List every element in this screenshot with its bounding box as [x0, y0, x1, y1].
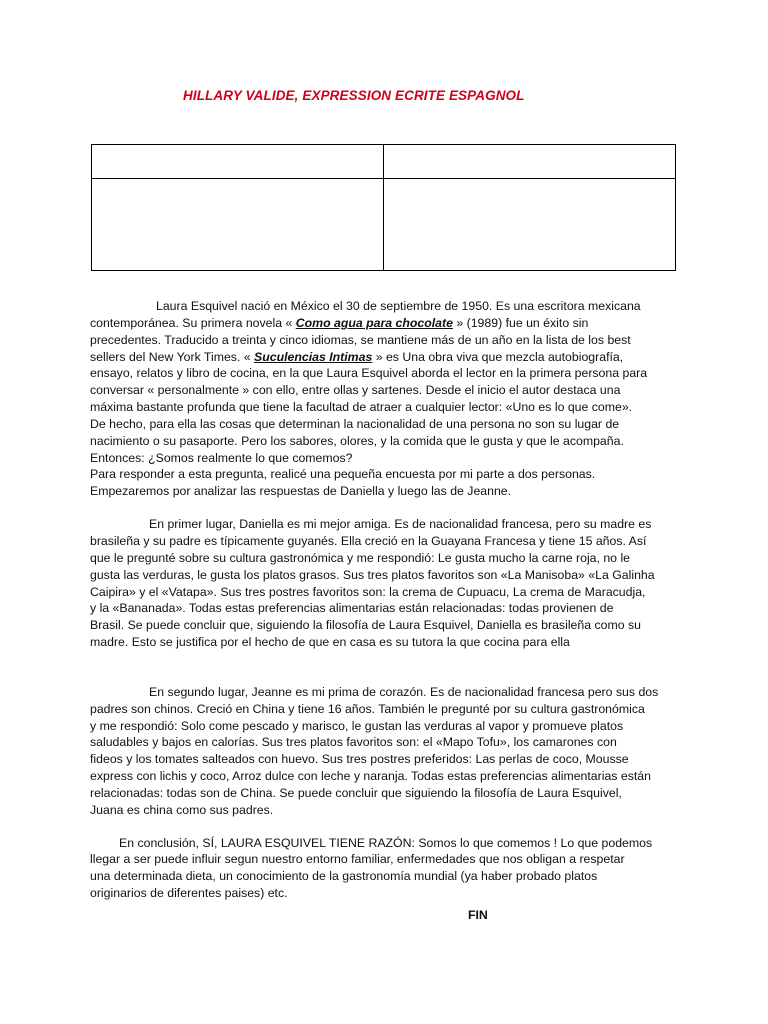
table-row — [92, 179, 676, 271]
text-segment: sellers del New York Times. « — [90, 349, 251, 364]
essay-body — [90, 298, 690, 902]
header-table — [91, 144, 676, 271]
conclusion-paragraph — [90, 835, 690, 902]
paragraph-gap — [90, 819, 690, 835]
text-line: Caipira» y el «Vatapa». Sus tres postres favoritos son: la crema de Cupuacu, La crema de Maracudja, — [90, 584, 646, 599]
table-cell — [92, 145, 384, 179]
text-line: saludables y bajos en calorías. Sus tres platos favoritos son: el «Mapo Tofu», los camarones con — [90, 735, 617, 750]
text-line: Empezaremos por analizar las respuestas de Daniella y luego las de Jeanne. — [90, 484, 512, 499]
text-line: Juana es china como sus padres. — [90, 802, 274, 817]
table-cell — [92, 179, 384, 271]
table-cell — [384, 179, 676, 271]
text-line: Para responder a esta pregunta, realicé una pequeña encuesta por mi parte a dos personas. — [90, 467, 596, 482]
jeanne-paragraph — [90, 684, 690, 819]
text-line: conversar « personalmente » con ello, entre ollas y sartenes. Desde el inicio el autor destaca una — [90, 383, 621, 398]
text-line: llegar a ser puede influir segun nuestro entorno familiar, enfermedades que nos obligan a respetar — [90, 852, 625, 867]
text-line: Laura Esquivel nació en México el 30 de septiembre de 1950. Es una escritora mexicana — [156, 299, 641, 313]
text-line: En segundo lugar, Jeanne es mi prima de corazón. Es de nacionalidad francesa pero sus dos — [149, 684, 659, 699]
text-line: gusta las verduras, le gusta los platos grasos. Sus tres platos favoritos son «La Manisoba» «La Galinha — [90, 567, 655, 582]
paragraph-gap — [90, 651, 690, 684]
text-line: nacimiento o su pasaporte. Pero los sabores, olores, y la comida que le gusta y que le acompaña. — [90, 433, 624, 448]
text-line: Brasil. Se puede concluir que, siguiendo la filosofía de Laura Esquivel, Daniella es brasileña como su — [90, 618, 641, 633]
text-segment: contemporánea. Su primera novela « — [90, 315, 293, 330]
text-line: En conclusión, SÍ, LAURA ESQUIVEL TIENE RAZÓN: Somos lo que comemos ! Lo que podemos — [119, 835, 653, 850]
text-line: originarios de diferentes paises) etc. — [90, 886, 288, 901]
text-line: madre. Esto se justifica por el hecho de que en casa es su tutora la que cocina para ella — [90, 635, 570, 650]
text-line: precedentes. Traducido a treinta y cinco idiomas, se mantiene más de un año en la lista de los best — [90, 332, 631, 347]
paragraph-gap — [90, 500, 690, 516]
text-line: express con lichis y coco, Arroz dulce con leche y naranja. Todas estas preferencias alimentarias están — [90, 769, 651, 784]
text-line: máxima bastante profunda que tiene la facultad de atraer a cualquier lector: «Uno es lo que come». — [90, 400, 633, 415]
table-row — [92, 145, 676, 179]
text-line: ensayo, relatos y libro de cocina, en la que Laura Esquivel aborda el lector en la primera persona para — [90, 366, 648, 381]
text-line: y me respondió: Solo come pescado y marisco, le gustan las verduras al vapor y promueve platos — [90, 718, 624, 733]
text-line: y la «Bananada». Todas estas preferencias alimentarias están relacionadas: todas provienen de — [90, 601, 614, 616]
daniella-paragraph — [90, 516, 690, 651]
text-line: brasileña y su padre es típicamente guyanés. Ella creció en la Guayana Francesa y tiene 15 años. Así — [90, 533, 647, 548]
book-title-link: Suculencias Intimas — [254, 349, 373, 364]
text-segment: » es Una obra viva que mezcla autobiografía, — [375, 349, 624, 364]
text-line — [90, 349, 690, 366]
text-line: De hecho, para ella las cosas que determinan la nacionalidad de una persona no son su lugar de — [90, 416, 620, 431]
document-title: HILLARY VALIDE, EXPRESSION ECRITE ESPAGNOL — [183, 88, 525, 103]
end-marker: FIN — [468, 908, 488, 922]
text-line: que le pregunté sobre su cultura gastronómica y me respondió: Le gusta mucho la carne roja, no le — [90, 550, 631, 565]
text-line — [90, 315, 690, 332]
intro-paragraph — [90, 298, 690, 500]
text-segment: » (1989) fue un éxito sin — [456, 315, 589, 330]
text-line: padres son chinos. Creció en China y tiene 16 años. También le pregunté por su cultura gastronómica — [90, 701, 645, 716]
text-line: una determinada dieta, un conocimiento de la gastronomía mundial (ya haber probado platos — [90, 869, 598, 884]
table-cell — [384, 145, 676, 179]
text-line: Entonces: ¿Somos realmente lo que comemos? — [90, 450, 353, 465]
text-line: En primer lugar, Daniella es mi mejor amiga. Es de nacionalidad francesa, pero su madre es — [149, 517, 652, 532]
text-line: fideos y los tomates salteados con huevo. Sus tres postres preferidos: Las perlas de coco, Mousse — [90, 752, 629, 767]
book-title-link: Como agua para chocolate — [295, 315, 453, 330]
text-line: relacionadas: todas son de China. Se puede concluir que siguiendo la filosofía de Laura Esquivel, — [90, 785, 622, 800]
